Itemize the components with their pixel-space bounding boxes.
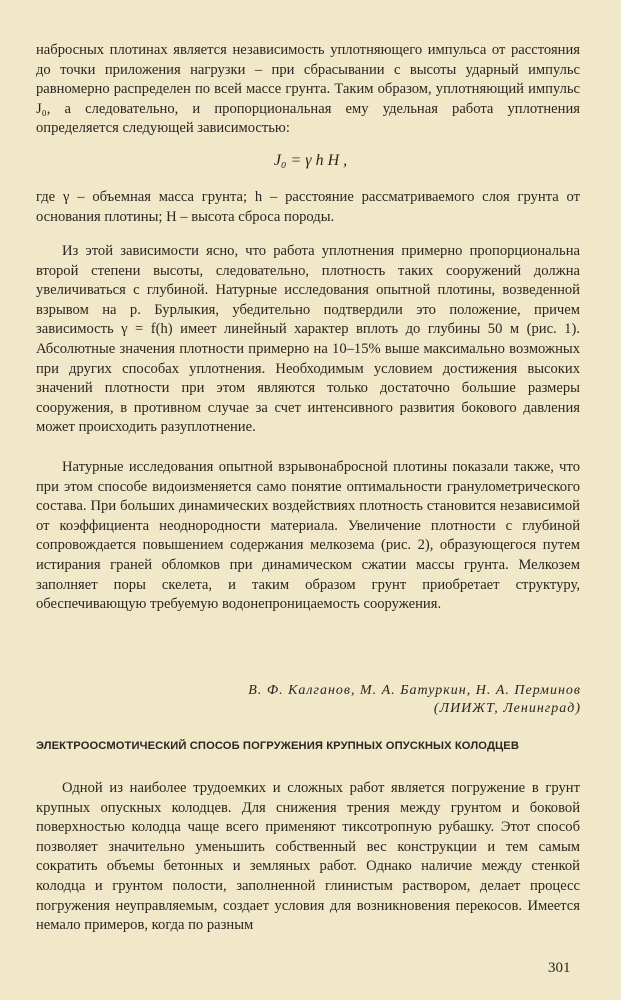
author-block <box>41 682 581 718</box>
page-number: 301 <box>548 960 571 976</box>
paragraph-caissons: Одной из наиболее трудоемких и сложных работ является погружение в грунт крупных опускных колодцев. Для снижения трения между грунтом и боковой поверхностью колодца чаще всего применяют тиксотропную рубашку. Этот способ позволяет значительно уменьшить собственный вес конструкции и тем самым сократить объемы бетонных и земляных работ. Однако наличие между стенкой колодца и грунтом полости, заполненной глинистым раствором, делает процесс погружения неуправляемым, создает условия для возникновения перекосов. Имеется немало примеров, когда по разным <box>36 780 580 934</box>
author-names: В. Ф. Калганов, М. А. Батуркин, Н. А. Перминов <box>248 683 581 698</box>
paragraph-dependency: Из этой зависимости ясно, что работа уплотнения примерно пропорциональна второй степени высоты, следовательно, плотность таких сооружений должна увеличиваться с глубиной. Натурные исследования опытной плотины, возведенной взрывом на р. Бурлыкия, убедительно подтвердили это положение, причем зависимость γ = f(h) имеет линейный характер вплоть до глубины 50 м (рис. 1). Абсолютные значения плотности примерно на 10–15% выше максимально возможных при других способах уплотнения. Необходимым условием достижения высоких значений плотности при этом являются только достаточно большие размеры сооружения, в противном случае за счет интенсивного развития бокового давления может происходить разуплотнение. <box>36 243 580 436</box>
paragraph-field-studies: Натурные исследования опытной взрывонаброcной плотины показали также, что при этом способе видоизменяется само понятие оптимальности гранулометрического состава. При больших динамических воздействиях плотность становится независимой от коэффициента неоднородности материала. Увеличение плотности с глубиной сопровождается повышением содержания мелкозема (рис. 2), образующегося путем истирания граней обломков при динамическом сжатии массы грунта. Мелкозем заполняет поры скелета, и таким образом грунт приобретает структуру, обеспечивающую требуемую водонепроницаемость сооружения. <box>36 459 580 613</box>
section-heading: ЭЛЕКТРООСМОТИЧЕСКИЙ СПОСОБ ПОГРУЖЕНИЯ КРУПНЫХ ОПУСКНЫХ КОЛОДЦЕВ <box>36 740 520 752</box>
paragraph-definitions: где γ – объемная масса грунта; h – расстояние рассматриваемого слоя грунта от основания плотины; H – высота сброса породы. <box>36 189 580 225</box>
formula-impulse: J₀ = γ h H , <box>273 152 348 169</box>
author-affiliation: (ЛИИЖТ, Ленинград) <box>433 701 581 716</box>
paragraph-impulse: набросных плотинах является независимость уплотняющего импульса от расстояния до точки приложения нагрузки – при сбрасывании с высоты ударный импульс равномерно распределен по всей массе грунта. Таким образом, уплотняющий импульс J₀, а следовательно, и пропорциональная ему удельная работа уплотнения определяется следующей зависимостью: <box>36 42 580 137</box>
